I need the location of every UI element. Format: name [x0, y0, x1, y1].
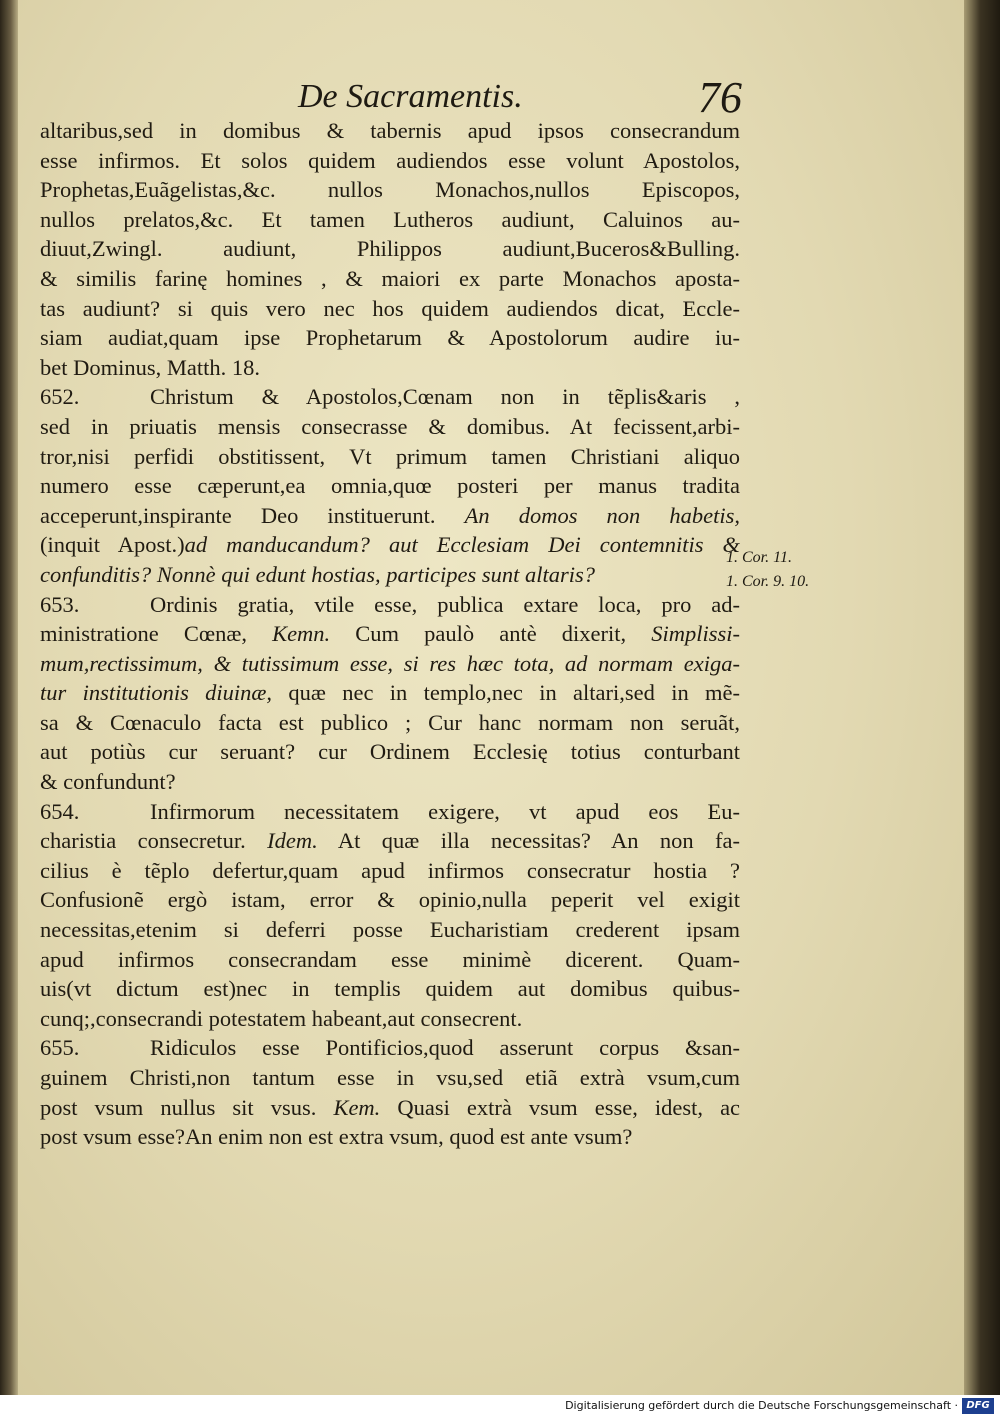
- margin-reference: 1. Cor. 11.: [726, 549, 792, 566]
- italic-quotation: Simplissi-: [651, 621, 740, 647]
- text-line: altaribus,sed in domibus & tabernis apud ipsos consecrandum: [40, 118, 740, 143]
- text-line: [40, 501, 740, 531]
- text-line: numero esse cæperunt,ea omnia,quœ posteri per manus tradita: [40, 473, 740, 499]
- book-page: [18, 0, 964, 1395]
- text-fragment: At quæ illa necessitas? An non fa-: [337, 828, 740, 854]
- text-line: [40, 619, 740, 649]
- numbered-line: [40, 797, 740, 827]
- italic-quotation: An domos non habetis,: [464, 502, 741, 528]
- paragraph-number: 654.: [40, 798, 80, 824]
- numbered-line: [40, 590, 740, 620]
- text-line: tror,nisi perfidi obstitissent, Vt primum tamen Christiani aliquo: [40, 443, 740, 469]
- text-line: bet Dominus, Matth. 18.: [40, 354, 260, 380]
- text-line: [40, 678, 740, 708]
- margin-reference: 1. Cor. 9. 10.: [726, 573, 810, 590]
- text-fragment: Quasi extrà vsum esse, idest, ac: [397, 1094, 741, 1120]
- author-reference: Idem.: [267, 828, 318, 854]
- text-line: esse infirmos. Et solos quidem audiendos esse volunt Apostolos,: [40, 147, 740, 173]
- text-fragment: quæ nec in templo,nec in altari,sed in mẽ-: [288, 680, 741, 706]
- margin-notes: [726, 546, 809, 594]
- author-reference: Kemn.: [272, 621, 331, 647]
- italic-quotation: tur institutionis diuinæ,: [40, 680, 273, 706]
- text-fragment: Infirmorum necessitatem exigere, vt apud eos Eu-: [150, 798, 740, 824]
- text-line: diuut,Zwingl. audiunt, Philippos audiunt,Buceros&Bulling.: [40, 236, 740, 262]
- italic-line: mum,rectissimum, & tutissimum esse, si res hæc tota, ad normam exiga-: [40, 650, 740, 676]
- text-line: nullos prelatos,&c. Et tamen Lutheros audiunt, Caluinos au-: [40, 206, 740, 232]
- text-fragment: Cum paulò antè dixerit,: [355, 621, 627, 647]
- paragraph-number: 652.: [40, 384, 80, 410]
- text-line: siam audiat,quam ipse Prophetarum & Apostolorum audire iu-: [40, 325, 740, 351]
- text-line: & similis farinę homines , & maiori ex parte Monachos aposta-: [40, 265, 740, 291]
- page-number: 76: [698, 73, 742, 122]
- text-line: cilius è tẽplo defertur,quam apud infirmos consecratur hostia ?: [40, 857, 740, 883]
- paragraph-number: 653.: [40, 591, 80, 617]
- text-line: Prophetas,Euãgelistas,&c. nullos Monachos,nullos Episcopos,: [40, 177, 740, 203]
- text-line: tas audiunt? si quis vero nec hos quidem audiendos dicat, Eccle-: [40, 295, 740, 321]
- text-line: & confundunt?: [40, 769, 176, 795]
- text-line: post vsum esse?An enim non est extra vsum, quod est ante vsum?: [40, 1124, 633, 1150]
- text-fragment: (inquit Apost.): [40, 532, 185, 558]
- paragraph-number: 655.: [40, 1035, 80, 1061]
- text-line: uis(vt dictum est)nec in templis quidem aut domibus quibus-: [40, 976, 740, 1002]
- text-fragment: ministratione Cœnæ,: [40, 621, 247, 647]
- text-fragment: post vsum nullus sit vsus.: [40, 1094, 317, 1120]
- text-fragment: charistia consecretur.: [40, 828, 246, 854]
- body-text: [40, 116, 740, 1152]
- text-line: sa & Cœnaculo facta est publico ; Cur hanc normam non seruãt,: [40, 709, 740, 735]
- text-line: [40, 530, 740, 560]
- text-line: sed in priuatis mensis consecrasse & domibus. At fecissent,arbi-: [40, 413, 740, 439]
- italic-quotation: ad manducandum? aut Ecclesiam Dei contemnitis &: [184, 532, 740, 558]
- italic-line: confunditis? Nonnè qui edunt hostias, participes sunt altaris?: [40, 561, 596, 587]
- text-fragment: acceperunt,inspirante Deo instituerunt.: [40, 502, 436, 528]
- running-title: De Sacramentis.: [298, 78, 523, 115]
- dfg-logo: DFG: [962, 1398, 994, 1414]
- book-edge-left: [0, 0, 18, 1395]
- text-line: necessitas,etenim si deferri posse Eucharistiam crederent ipsam: [40, 917, 740, 943]
- text-line: Confusionẽ ergò istam, error & opinio,nulla peperit vel exigit: [40, 887, 740, 913]
- text-fragment: Ridiculos esse Pontificios,quod asserunt corpus &san-: [150, 1035, 740, 1061]
- numbered-line: [40, 382, 740, 412]
- funding-credit: Digitalisierung gefördert durch die Deutsche Forschungsgemeinschaft ·: [565, 1399, 958, 1412]
- digitization-footer: [0, 1395, 1000, 1418]
- text-fragment: Ordinis gratia, vtile esse, publica extare loca, pro ad-: [150, 591, 740, 617]
- text-line: cunq;,consecrandi potestatem habeant,aut consecrent.: [40, 1005, 523, 1031]
- book-edge-right: [964, 0, 1000, 1395]
- text-line: guinem Christi,non tantum esse in vsu,sed etiã extrà vsum,cum: [40, 1065, 740, 1090]
- text-line: aut potiùs cur seruant? cur Ordinem Ecclesię totius conturbant: [40, 739, 740, 765]
- numbered-line: [40, 1033, 740, 1063]
- author-reference: Kem.: [333, 1094, 381, 1120]
- text-line: apud infirmos consecrandam esse minimè dicerent. Quam-: [40, 946, 740, 972]
- text-line: [40, 826, 740, 856]
- text-fragment: Christum & Apostolos,Cœnam non in tẽplis&aris ,: [150, 384, 740, 410]
- text-line: [40, 1093, 740, 1123]
